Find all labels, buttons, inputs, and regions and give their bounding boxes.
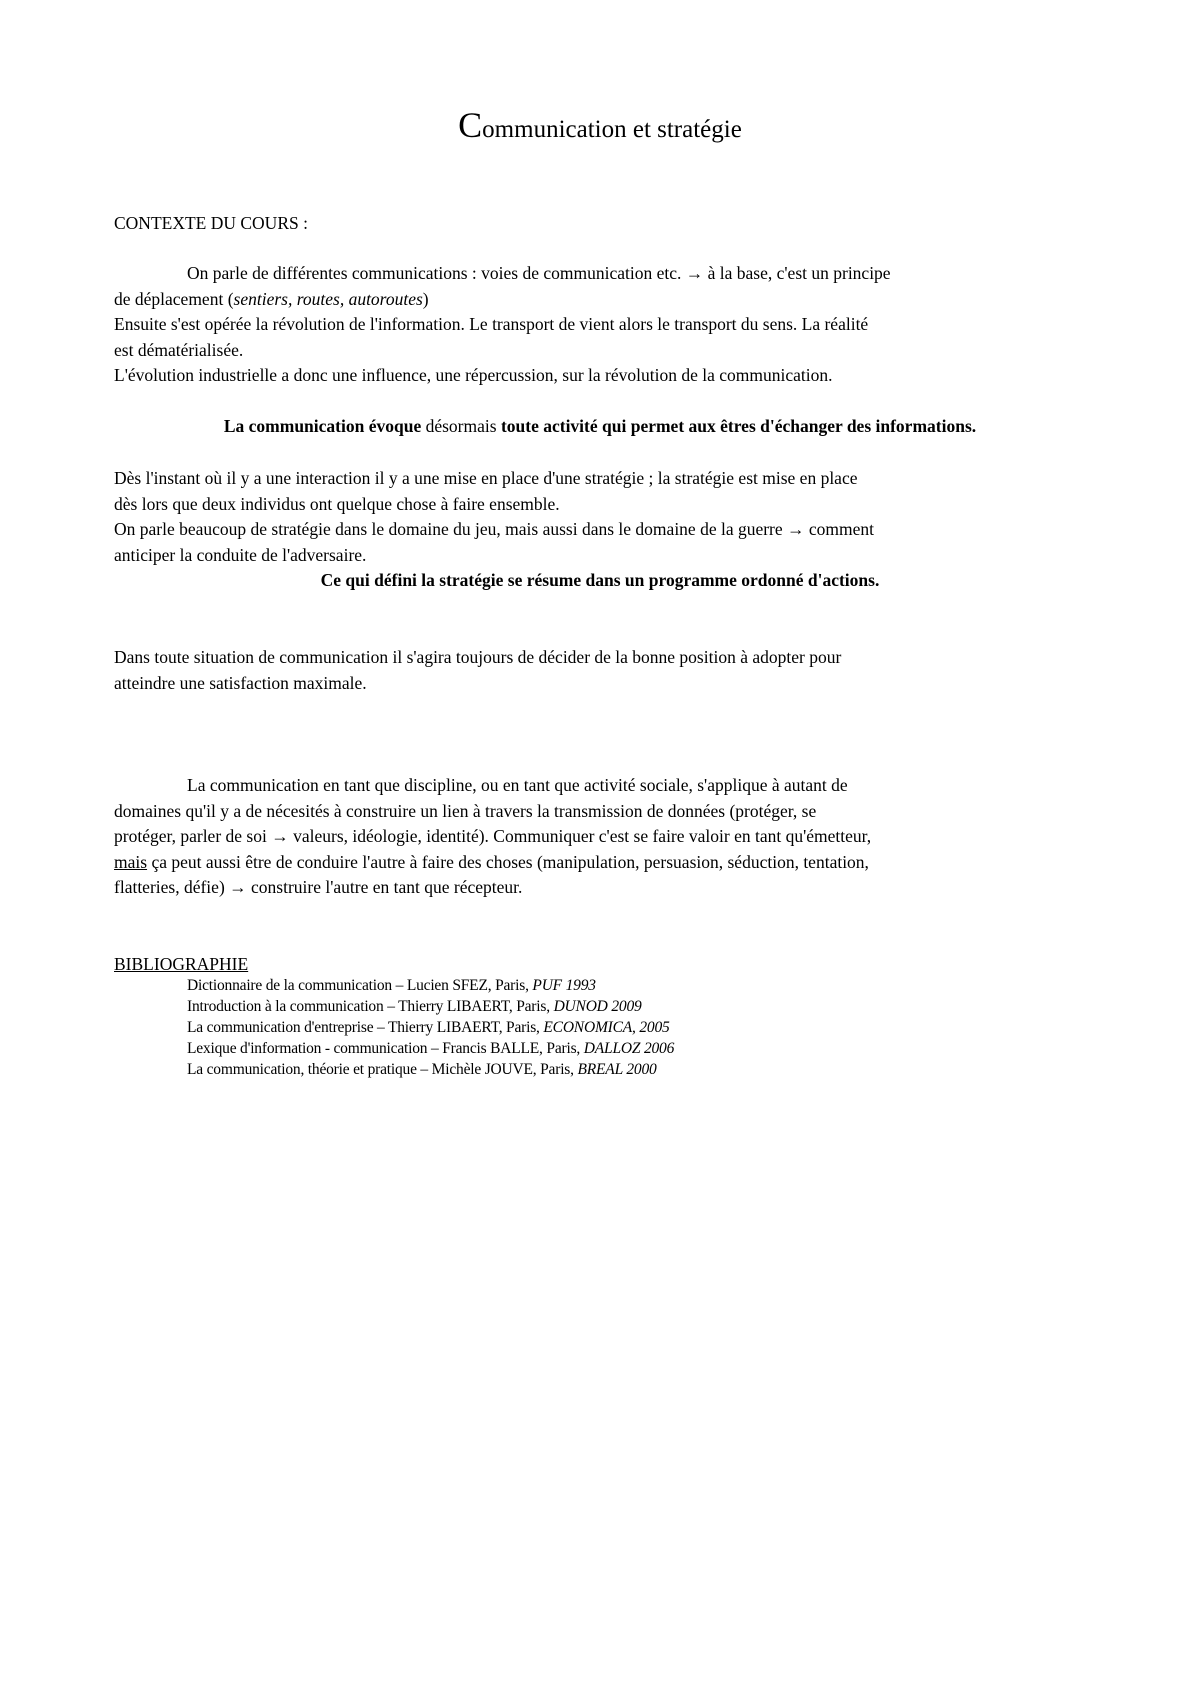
text-line: domaines qu'il y a de nécesités à construire un lien à travers la transmission de données (protéger, se: [114, 800, 817, 821]
bold-span: La communication évoque: [223, 416, 422, 436]
bibliography-text: Dictionnaire de la communication – Lucien SFEZ, Paris,: [187, 977, 533, 994]
underlined-span: mais: [114, 851, 148, 872]
bibliography-item: [187, 1017, 674, 1038]
text-line: Dès l'instant où il y a une interaction il y a une mise en place d'une stratégie ; la stratégie est mise en place: [114, 468, 858, 488]
bibliography-item: [187, 1038, 674, 1059]
definition-line: [114, 414, 1086, 440]
bibliography-publisher: BREAL 2000: [577, 1061, 657, 1078]
bibliography-text: La communication, théorie et pratique – Michèle JOUVE, Paris,: [187, 1061, 578, 1078]
strategy-definition: Ce qui défini la stratégie se résume dans un programme ordonné d'actions.: [320, 570, 880, 590]
bibliography-item: [187, 1059, 674, 1080]
bibliography-list: [187, 975, 674, 1080]
page-title: [0, 105, 1200, 146]
text-line: dès lors que deux individus ont quelque chose à faire ensemble.: [114, 493, 560, 514]
text-line: atteindre une satisfaction maximale.: [114, 672, 367, 693]
paragraph-discipline: [114, 773, 1086, 901]
text-line: [114, 287, 1086, 313]
paragraph-intro: [114, 261, 1086, 389]
text-span: On parle de différentes communications : voies de communication etc. → à la base, c'est un principe: [187, 263, 891, 283]
text-line: [114, 261, 1086, 287]
bold-span: toute activité qui permet aux êtres d'échanger des informations.: [500, 416, 977, 436]
text-line: protéger, parler de soi → valeurs, idéologie, identité). Communiquer c'est se faire valoir en tant qu'émetteur,: [114, 826, 872, 846]
text-line: L'évolution industrielle a donc une influence, une répercussion, sur la révolution de la communication.: [114, 365, 833, 385]
bibliography-publisher: DALLOZ 2006: [583, 1040, 675, 1057]
paragraph-strategy: [114, 466, 1086, 594]
text-line: flatteries, défie) → construire l'autre en tant que récepteur.: [114, 877, 523, 897]
text-line: anticiper la conduite de l'adversaire.: [114, 544, 367, 565]
text-line: On parle beaucoup de stratégie dans le domaine du jeu, mais aussi dans le domaine de la guerre → comment: [114, 519, 875, 539]
bibliography-item: [187, 975, 674, 996]
bibliography-publisher: PUF 1993: [532, 977, 596, 994]
text-span: de déplacement (: [114, 288, 234, 309]
bibliography-heading: BIBLIOGRAPHIE: [114, 954, 249, 974]
text-line: Dans toute situation de communication il s'agira toujours de décider de la bonne position à adopter pour: [114, 647, 842, 667]
paragraph-situation: [114, 645, 1086, 696]
text-span: ): [422, 288, 429, 309]
text-span: désormais: [421, 416, 501, 436]
text-line: est dématérialisée.: [114, 339, 244, 360]
title-initial: C: [458, 105, 483, 145]
bibliography-text: Lexique d'information - communication – Francis BALLE, Paris,: [187, 1040, 584, 1057]
text-line: [114, 850, 1086, 876]
title-rest: ommunication et stratégie: [482, 116, 742, 143]
text-line: [114, 773, 1086, 799]
bibliography-item: [187, 996, 674, 1017]
bibliography-text: La communication d'entreprise – Thierry LIBAERT, Paris,: [187, 1019, 544, 1036]
bibliography-text: Introduction à la communication – Thierry LIBAERT, Paris,: [187, 998, 554, 1015]
bibliography-publisher: DUNOD 2009: [553, 998, 642, 1015]
italic-span: sentiers, routes, autoroutes: [233, 288, 423, 309]
text-line: Ensuite s'est opérée la révolution de l'information. Le transport de vient alors le transport du sens. La réalité: [114, 314, 869, 334]
text-span: ça peut aussi être de conduire l'autre à faire des choses (manipulation, persuasion, séduction, tentation,: [147, 851, 869, 872]
bibliography-publisher: ECONOMICA, 2005: [543, 1019, 670, 1036]
context-heading: CONTEXTE DU COURS :: [114, 213, 308, 233]
text-span: La communication en tant que discipline, ou en tant que activité sociale, s'applique à autant de: [187, 775, 848, 795]
